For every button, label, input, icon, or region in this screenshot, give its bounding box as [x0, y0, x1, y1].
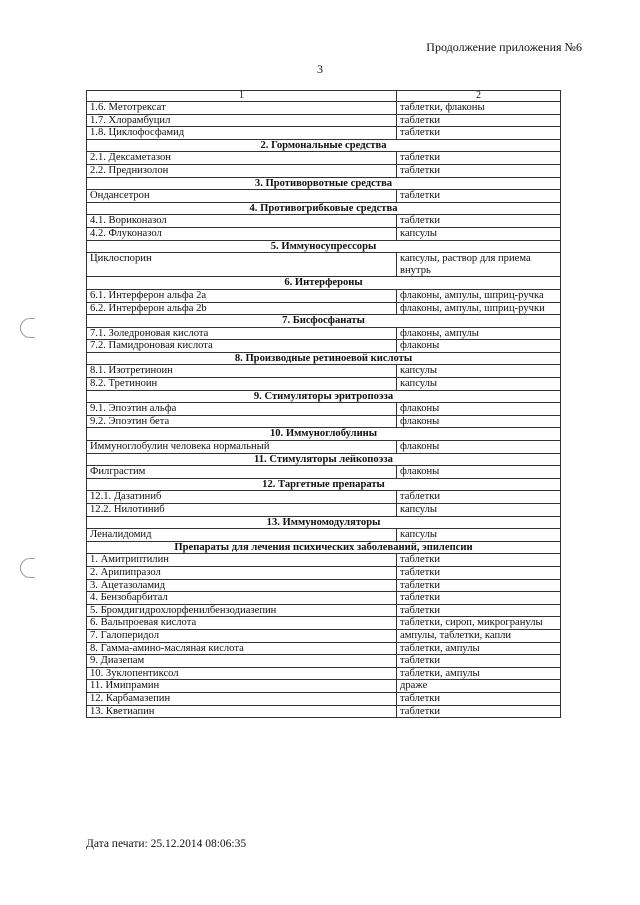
drug-name: 3. Ацетазоламид [87, 579, 397, 592]
drug-name: Ондансетрон [87, 190, 397, 203]
drug-row [87, 378, 561, 391]
dosage-form: таблетки [397, 190, 561, 203]
drug-row [87, 667, 561, 680]
dosage-form: флаконы, ампулы, шприц-ручки [397, 302, 561, 315]
drug-row [87, 504, 561, 517]
dosage-form: таблетки [397, 579, 561, 592]
dosage-form: таблетки [397, 215, 561, 228]
dosage-form: таблетки [397, 152, 561, 165]
drug-row [87, 604, 561, 617]
dosage-form: флаконы [397, 415, 561, 428]
dosage-form: таблетки [397, 566, 561, 579]
drug-row [87, 466, 561, 479]
section-title: 11. Стимуляторы лейкопоэза [87, 453, 561, 466]
section-header-row [87, 352, 561, 365]
section-title: 2. Гормональные средства [87, 139, 561, 152]
section-header-row [87, 390, 561, 403]
dosage-form: таблетки [397, 655, 561, 668]
drug-row [87, 227, 561, 240]
appendix-continuation-label: Продолжение приложения №6 [426, 40, 582, 54]
drug-name: 1.6. Метотрексат [87, 102, 397, 115]
drug-name: 1. Амитриптилин [87, 554, 397, 567]
drug-row [87, 152, 561, 165]
drug-row [87, 441, 561, 454]
section-header-row [87, 516, 561, 529]
print-date: Дата печати: 25.12.2014 08:06:35 [86, 838, 247, 850]
dosage-form: флаконы [397, 340, 561, 353]
dosage-form: флаконы, ампулы [397, 327, 561, 340]
drug-row [87, 529, 561, 542]
drug-name: 12. Карбамазепин [87, 692, 397, 705]
dosage-form: таблетки [397, 705, 561, 718]
drug-name: 4.1. Вориконазол [87, 215, 397, 228]
drug-name: Иммуноглобулин человека нормальный [87, 441, 397, 454]
drug-name: 8.2. Третиноин [87, 378, 397, 391]
drug-name: 6.1. Интерферон альфа 2а [87, 289, 397, 302]
drug-row [87, 692, 561, 705]
section-header-row [87, 541, 561, 554]
section-header-row [87, 315, 561, 328]
dosage-form: ампулы, таблетки, капли [397, 629, 561, 642]
drug-row [87, 554, 561, 567]
dosage-form: капсулы, раствор для приема внутрь [397, 253, 561, 277]
punch-hole-mark [20, 318, 35, 338]
drug-row [87, 415, 561, 428]
section-title: 4. Противогрибковые средства [87, 202, 561, 215]
drug-name: 7.1. Золедроновая кислота [87, 327, 397, 340]
drug-row [87, 302, 561, 315]
section-header-row [87, 428, 561, 441]
drug-row [87, 592, 561, 605]
dosage-form: флаконы [397, 441, 561, 454]
drug-name: Филграстим [87, 466, 397, 479]
dosage-form: капсулы [397, 365, 561, 378]
dosage-form: таблетки, ампулы [397, 667, 561, 680]
drug-row [87, 365, 561, 378]
drug-row [87, 253, 561, 277]
column-number-1: 1 [87, 91, 397, 102]
drug-row [87, 215, 561, 228]
section-title: 6. Интерфероны [87, 277, 561, 290]
section-title: 9. Стимуляторы эритропоэза [87, 390, 561, 403]
drug-name: 9.2. Эпоэтин бета [87, 415, 397, 428]
drug-row [87, 327, 561, 340]
drug-row [87, 403, 561, 416]
drug-row [87, 190, 561, 203]
dosage-form: таблетки [397, 127, 561, 140]
drug-row [87, 629, 561, 642]
section-header-row [87, 177, 561, 190]
dosage-form: капсулы [397, 529, 561, 542]
column-number-2: 2 [397, 91, 561, 102]
drug-name: 2. Арипипразол [87, 566, 397, 579]
dosage-form: драже [397, 680, 561, 693]
section-title: 8. Производные ретиноевой кислоты [87, 352, 561, 365]
drug-row [87, 617, 561, 630]
section-header-row [87, 240, 561, 253]
dosage-form: таблетки [397, 604, 561, 617]
drug-name: 12.2. Нилотиниб [87, 504, 397, 517]
dosage-form: таблетки, ампулы [397, 642, 561, 655]
drug-row [87, 164, 561, 177]
drug-row [87, 340, 561, 353]
drug-row [87, 680, 561, 693]
dosage-form: таблетки [397, 164, 561, 177]
section-title: 13. Иммуномодуляторы [87, 516, 561, 529]
drug-name: 8. Гамма-амино-масляная кислота [87, 642, 397, 655]
dosage-form: таблетки [397, 554, 561, 567]
column-number-row [87, 91, 561, 102]
dosage-form: капсулы [397, 378, 561, 391]
drug-name: 2.2. Преднизолон [87, 164, 397, 177]
drug-row [87, 491, 561, 504]
drug-name: 6.2. Интерферон альфа 2b [87, 302, 397, 315]
drug-row [87, 114, 561, 127]
drug-row [87, 655, 561, 668]
drug-name: 2.1. Дексаметазон [87, 152, 397, 165]
punch-hole-mark [20, 558, 35, 578]
drug-name: 9. Диазепам [87, 655, 397, 668]
drug-name: 10. Зуклопентиксол [87, 667, 397, 680]
drug-row [87, 127, 561, 140]
drug-row [87, 579, 561, 592]
dosage-form: флаконы, ампулы, шприц-ручка [397, 289, 561, 302]
section-title: 12. Таргетные препараты [87, 478, 561, 491]
dosage-form: таблетки [397, 114, 561, 127]
section-header-row [87, 202, 561, 215]
section-header-row [87, 139, 561, 152]
drug-name: Леналидомид [87, 529, 397, 542]
drug-name: 6. Вальпроевая кислота [87, 617, 397, 630]
dosage-form: таблетки [397, 592, 561, 605]
dosage-form: таблетки, флаконы [397, 102, 561, 115]
drug-name: 7.2. Памидроновая кислота [87, 340, 397, 353]
section-header-row [87, 277, 561, 290]
dosage-form: таблетки [397, 491, 561, 504]
section-header-row [87, 478, 561, 491]
drug-row [87, 642, 561, 655]
section-title: 3. Противорвотные средства [87, 177, 561, 190]
drug-row [87, 289, 561, 302]
drug-name: 4. Бензобарбитал [87, 592, 397, 605]
drug-name: 13. Кветиапин [87, 705, 397, 718]
dosage-form: флаконы [397, 403, 561, 416]
section-title: 7. Бисфосфанаты [87, 315, 561, 328]
drug-name: 7. Галоперидол [87, 629, 397, 642]
drug-name: 5. Бромдигидрохлорфенилбензодиазепин [87, 604, 397, 617]
dosage-form: капсулы [397, 227, 561, 240]
drug-row [87, 566, 561, 579]
section-header-row [87, 453, 561, 466]
dosage-form: таблетки, сироп, микрогранулы [397, 617, 561, 630]
section-title: 5. Иммуносупрессоры [87, 240, 561, 253]
page-number: 3 [317, 62, 323, 76]
drug-table [86, 90, 561, 718]
drug-name: 8.1. Изотретиноин [87, 365, 397, 378]
drug-name: 1.8. Циклофосфамид [87, 127, 397, 140]
drug-name: 11. Имипрамин [87, 680, 397, 693]
drug-row [87, 705, 561, 718]
dosage-form: капсулы [397, 504, 561, 517]
drug-name: Циклоспорин [87, 253, 397, 277]
drug-row [87, 102, 561, 115]
drug-name: 1.7. Хлорамбуцил [87, 114, 397, 127]
section-title: Препараты для лечения психических заболеваний, эпилепсии [87, 541, 561, 554]
drug-name: 4.2. Флуконазол [87, 227, 397, 240]
drug-name: 12.1. Дазатиниб [87, 491, 397, 504]
drug-name: 9.1. Эпоэтин альфа [87, 403, 397, 416]
section-title: 10. Иммуноглобулины [87, 428, 561, 441]
dosage-form: флаконы [397, 466, 561, 479]
dosage-form: таблетки [397, 692, 561, 705]
